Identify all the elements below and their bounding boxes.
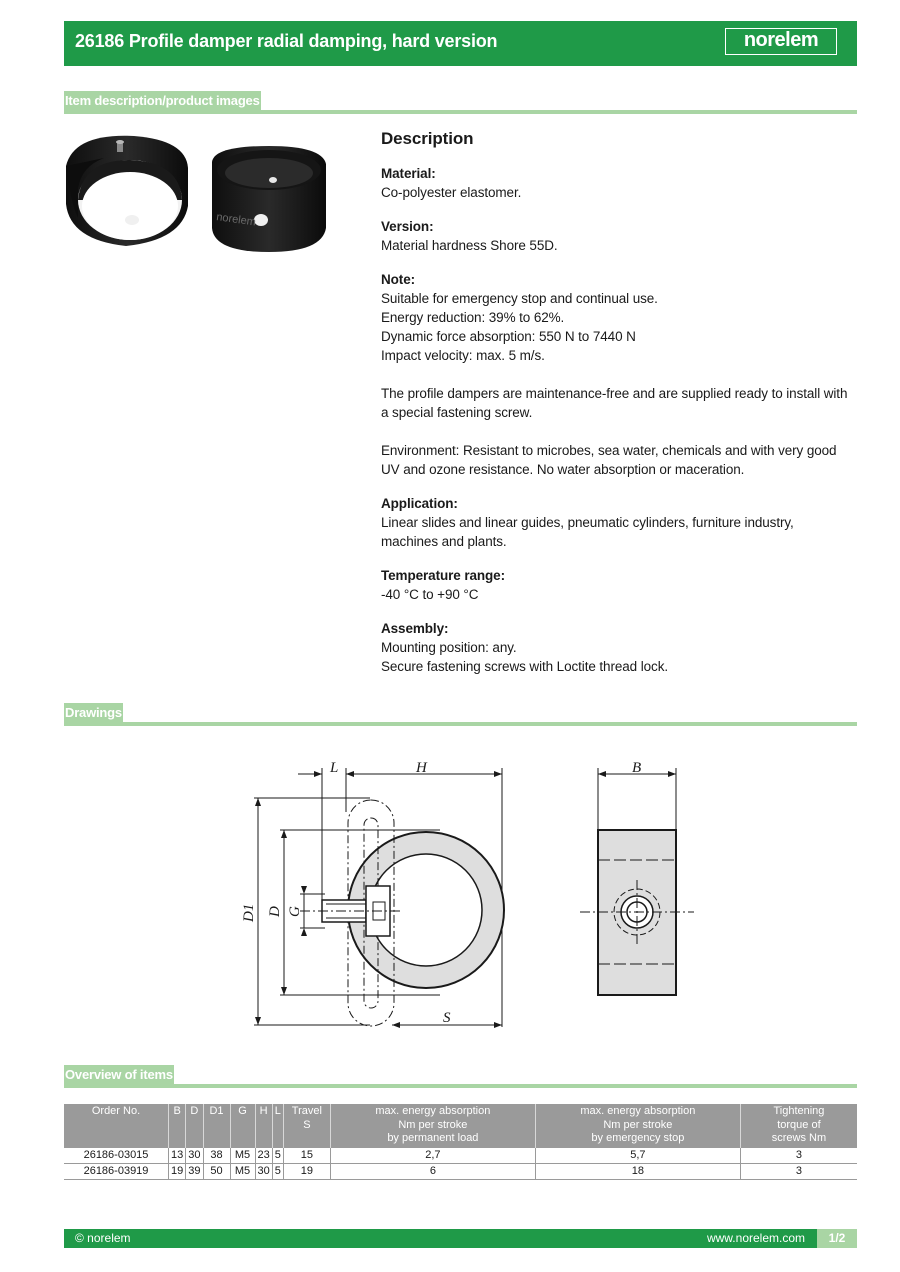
dim-label-s: S <box>443 1010 451 1026</box>
norelem-logo: norelem <box>725 28 837 55</box>
table-row <box>64 1163 857 1179</box>
cell-emerg: 5,7 <box>535 1148 740 1164</box>
footer-website-link[interactable]: www.norelem.com <box>706 1231 805 1245</box>
col-emerg-line: by emergency stop <box>591 1132 685 1144</box>
damper-photo-right <box>212 146 326 252</box>
description-heading: Description <box>381 129 474 148</box>
page-footer <box>64 1229 857 1248</box>
cell-d: 30 <box>186 1148 203 1164</box>
col-perm-load <box>330 1104 535 1148</box>
section-drawings: Drawings <box>65 705 122 720</box>
footer-copyright: © norelem <box>75 1231 131 1245</box>
page-header <box>64 21 857 66</box>
application-label: Application: <box>381 496 458 511</box>
application-block <box>381 494 851 551</box>
col-d1: D1 <box>203 1104 230 1148</box>
note-line: Impact velocity: max. 5 m/s. <box>381 348 545 363</box>
col-perm-line: Nm per stroke <box>398 1118 468 1131</box>
col-order-no: Order No. <box>64 1104 169 1148</box>
col-emerg-line: max. energy absorption <box>580 1105 696 1117</box>
table-row <box>64 1148 857 1164</box>
product-photo-svg <box>64 128 344 256</box>
cell-torque: 3 <box>740 1163 857 1179</box>
col-travel-line: S <box>303 1118 311 1131</box>
page-title: 26186 Profile damper radial damping, hard version <box>75 31 498 51</box>
note-line: Dynamic force absorption: 550 N to 7440 N <box>381 329 636 344</box>
material-text: Co-polyester elastomer. <box>381 185 522 200</box>
version-text: Material hardness Shore 55D. <box>381 238 558 253</box>
temperature-label: Temperature range: <box>381 568 505 583</box>
section-divider <box>64 722 857 726</box>
assembly-block <box>381 619 851 676</box>
cell-d1: 50 <box>203 1163 230 1179</box>
technical-drawing-svg <box>240 752 700 1042</box>
version-block <box>381 217 851 255</box>
cell-d1: 38 <box>203 1148 230 1164</box>
dim-label-l: L <box>330 760 339 776</box>
col-perm-line: max. energy absorption <box>375 1105 491 1117</box>
cell-g: M5 <box>230 1163 255 1179</box>
description-panel <box>381 128 851 691</box>
section-overview: Overview of items <box>65 1067 173 1082</box>
environment-paragraph: Environment: Resistant to microbes, sea water, chemicals and with very good UV and ozone resistance. No water absorption or maceration. <box>381 443 837 477</box>
cell-order-no: 26186-03015 <box>64 1148 169 1164</box>
cell-g: M5 <box>230 1148 255 1164</box>
dim-label-g: G <box>287 906 303 917</box>
col-d: D <box>186 1104 203 1148</box>
items-table <box>64 1104 857 1180</box>
page-number: 1/2 <box>817 1229 857 1248</box>
cell-h: 30 <box>255 1163 272 1179</box>
product-images <box>64 128 344 256</box>
cell-emerg: 18 <box>535 1163 740 1179</box>
maintenance-paragraph: The profile dampers are maintenance-free and are supplied ready to install with a special fastening screw. <box>381 386 848 420</box>
table-header-row <box>64 1104 857 1148</box>
cell-l: 5 <box>272 1163 283 1179</box>
col-emergency-stop <box>535 1104 740 1148</box>
cell-h: 23 <box>255 1148 272 1164</box>
cell-b: 13 <box>169 1148 186 1164</box>
section-divider <box>64 110 857 114</box>
dim-label-b: B <box>632 760 642 776</box>
note-line: Suitable for emergency stop and continual use. <box>381 291 658 306</box>
damper-photo-brand-text: norelem <box>215 211 257 229</box>
assembly-label: Assembly: <box>381 621 449 636</box>
note-block <box>381 270 851 365</box>
dim-label-h: H <box>416 760 427 776</box>
note-line: Energy reduction: 39% to 62%. <box>381 310 565 325</box>
col-emerg-line: Nm per stroke <box>603 1118 673 1131</box>
col-torque-line: torque of <box>777 1118 821 1131</box>
version-label: Version: <box>381 219 434 234</box>
cell-perm: 6 <box>330 1163 535 1179</box>
col-h: H <box>255 1104 272 1148</box>
col-perm-line: by permanent load <box>387 1132 479 1144</box>
cell-l: 5 <box>272 1148 283 1164</box>
cell-travel: 15 <box>283 1148 330 1164</box>
technical-drawing <box>240 752 700 1042</box>
section-product-images: Item description/product images <box>65 93 260 108</box>
assembly-line: Secure fastening screws with Loctite thread lock. <box>381 659 668 674</box>
note-label: Note: <box>381 272 415 287</box>
material-label: Material: <box>381 166 436 181</box>
col-torque-line: screws Nm <box>771 1132 827 1144</box>
dim-label-d: D <box>267 906 283 917</box>
col-b: B <box>169 1104 186 1148</box>
col-travel-line: Travel <box>291 1105 322 1117</box>
col-g: G <box>230 1104 255 1148</box>
application-text: Linear slides and linear guides, pneumatic cylinders, furniture industry, machines and plants. <box>381 515 794 549</box>
material-block <box>381 164 851 202</box>
assembly-line: Mounting position: any. <box>381 640 517 655</box>
dim-label-d1: D1 <box>241 903 257 922</box>
cell-d: 39 <box>186 1163 203 1179</box>
temperature-text: -40 °C to +90 °C <box>381 587 479 602</box>
col-torque-line: Tightening <box>773 1105 825 1117</box>
cell-b: 19 <box>169 1163 186 1179</box>
col-travel <box>283 1104 330 1148</box>
temperature-block <box>381 566 851 604</box>
col-l: L <box>272 1104 283 1148</box>
cell-perm: 2,7 <box>330 1148 535 1164</box>
cell-order-no: 26186-03919 <box>64 1163 169 1179</box>
section-divider <box>64 1084 857 1088</box>
damper-photo-left <box>66 136 188 246</box>
cell-torque: 3 <box>740 1148 857 1164</box>
cell-travel: 19 <box>283 1163 330 1179</box>
col-torque <box>740 1104 857 1148</box>
